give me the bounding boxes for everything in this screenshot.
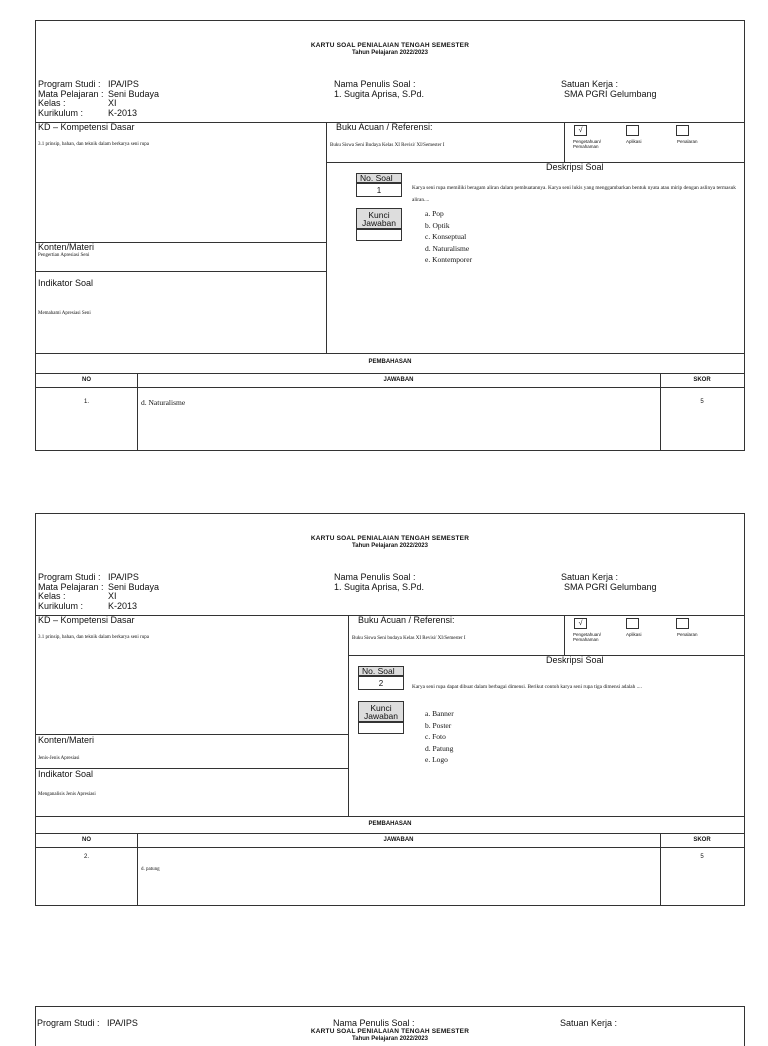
col-jawaban: JAWABAN [383, 837, 414, 843]
option-e[interactable]: e. Logo [425, 755, 448, 764]
card3-meta-unit: Satuan Kerja : [560, 1018, 618, 1028]
aplikasi-label: Aplikasi [626, 139, 642, 144]
meta-writer: Nama Penulis Soal : 1. Sugita Aprisa, S.Pd. [334, 79, 425, 99]
option-e[interactable]: e. Kontemporer [425, 255, 473, 264]
konten-text: Pengertian Apresiasi Seni [38, 253, 90, 258]
row-score: 5 [700, 854, 704, 860]
check-aplikasi[interactable] [626, 618, 639, 629]
no-soal-value: 1 [356, 183, 402, 197]
konten-label: Konten/Materi [38, 242, 95, 252]
option-a[interactable]: a. Banner [425, 709, 454, 718]
no-soal-label: No. Soal [356, 173, 402, 183]
buku-label: Buku Acuan / Referensi: [358, 615, 455, 625]
card-title: KARTU SOAL PENIALAIAN TENGAH SEMESTER [310, 42, 470, 49]
option-d[interactable]: d. Patung [425, 743, 454, 753]
option-c[interactable]: c. Foto [425, 732, 446, 741]
question-text: Karya seni rupa dapat dibuat dalam berbagai dimensi. Berikut contoh karya seni rupa tiga dimensi adalah .... [412, 684, 642, 690]
row-no: 2. [83, 854, 89, 860]
col-no: NO [82, 837, 91, 843]
kunci-jawaban-label: Kunci Jawaban [358, 701, 404, 722]
question-card-2 [35, 513, 745, 906]
card-year: Tahun Pelajaran 2022/2023 [352, 1036, 428, 1042]
card3-meta-writer: Nama Penulis Soal : [333, 1018, 415, 1028]
deskripsi-label: Deskripsi Soal [546, 655, 604, 665]
pengetahuan-label: Pengetahuan/ Pemahaman [573, 139, 602, 149]
option-b[interactable]: b. Optik [425, 220, 450, 230]
meta-writer: Nama Penulis Soal : 1. Sugita Aprisa, S.Pd. [334, 572, 425, 592]
option-d[interactable]: d. Naturalisme [425, 243, 470, 253]
meta-unit: Satuan Kerja : SMA PGRI Gelumbang [561, 572, 657, 592]
kunci-jawaban-label: Kunci Jawaban [356, 208, 402, 229]
konten-text: Jenis-Jenis Apresiasi [38, 756, 80, 761]
kd-label: KD – Kompetensi Dasar [38, 615, 135, 625]
option-list [425, 208, 472, 266]
row-no: 1. [83, 399, 89, 405]
check-aplikasi[interactable] [626, 125, 639, 136]
pembahasan-header: PEMBAHASAN [368, 359, 412, 365]
buku-text: Buku Siswa Seni budaya Kelas XI Revisi/ XI/Semester I [352, 636, 466, 641]
kunci-jawaban-value [356, 229, 402, 241]
konten-label: Konten/Materi [38, 735, 95, 745]
buku-label: Buku Acuan / Referensi: [336, 122, 433, 132]
card-year: Tahun Pelajaran 2022/2023 [352, 50, 428, 56]
meta-left: Program Studi : IPA/IPS Mata Pelajaran : Seni Budaya Kelas : XI Kurikulum : K-2013 [38, 572, 160, 611]
check-penalaran[interactable] [676, 618, 689, 629]
no-soal-value: 2 [358, 676, 404, 690]
meta-left: Program Studi : IPA/IPS Mata Pelajaran : Seni Budaya Kelas : XI Kurikulum : K-2013 [38, 79, 160, 118]
penalaran-label: Penalaran [677, 139, 698, 144]
row-score: 5 [700, 399, 704, 405]
penalaran-label: Penalaran [677, 632, 698, 637]
no-soal-label: No. Soal [358, 666, 404, 676]
kd-label: KD – Kompetensi Dasar [38, 122, 135, 132]
kd-text: 3.1 prinsip, bahan, dan teknik dalam berkarya seni rupa [38, 142, 149, 147]
col-skor: SKOR [693, 377, 711, 383]
card3-meta-left: Program Studi : IPA/IPS [37, 1018, 138, 1028]
meta-unit: Satuan Kerja : SMA PGRI Gelumbang [561, 79, 657, 99]
question-card-1 [35, 20, 745, 451]
indikator-text: Menganalisis Jenis Apresiasi [38, 792, 96, 797]
deskripsi-label: Deskripsi Soal [546, 162, 604, 172]
option-c[interactable]: c. Konseptual [425, 232, 467, 241]
check-pengetahuan[interactable]: √ [574, 125, 587, 136]
row-answer: d. patung [141, 867, 160, 872]
pengetahuan-label: Pengetahuan/ Pemahaman [573, 632, 602, 642]
card-year: Tahun Pelajaran 2022/2023 [352, 543, 428, 549]
kunci-jawaban-value [358, 722, 404, 734]
col-skor: SKOR [693, 837, 711, 843]
aplikasi-label: Aplikasi [626, 632, 642, 637]
check-penalaran[interactable] [676, 125, 689, 136]
card-title: KARTU SOAL PENIALAIAN TENGAH SEMESTER [310, 535, 470, 542]
col-jawaban: JAWABAN [383, 377, 414, 383]
option-b[interactable]: b. Poster [425, 720, 452, 730]
row-answer: d. Naturalisme [141, 398, 186, 407]
indikator-text: Memahami Apresiasi Seni [38, 311, 91, 316]
option-a[interactable]: a. Pop [425, 209, 444, 218]
indikator-label: Indikator Soal [38, 278, 94, 288]
card-title: KARTU SOAL PENIALAIAN TENGAH SEMESTER [310, 1028, 470, 1035]
col-no: NO [82, 377, 91, 383]
buku-text: Buku Siswa Seni Budaya Kelas XI Revisi/ XI/Semester I [330, 143, 445, 148]
check-pengetahuan[interactable]: √ [574, 618, 587, 629]
question-text: Karya seni rupa memiliki beragam aliran dalam pembuatannya. Karya seni lukis yang menggambarkan bentuk nyata atau mirip dengan aslinya termasuk aliran.... [412, 185, 736, 203]
option-list [425, 708, 454, 766]
pembahasan-header: PEMBAHASAN [368, 821, 412, 827]
indikator-label: Indikator Soal [38, 769, 94, 779]
kd-text: 3.1 prinsip, bahan, dan teknik dalam berkarya seni rupa [38, 635, 149, 640]
